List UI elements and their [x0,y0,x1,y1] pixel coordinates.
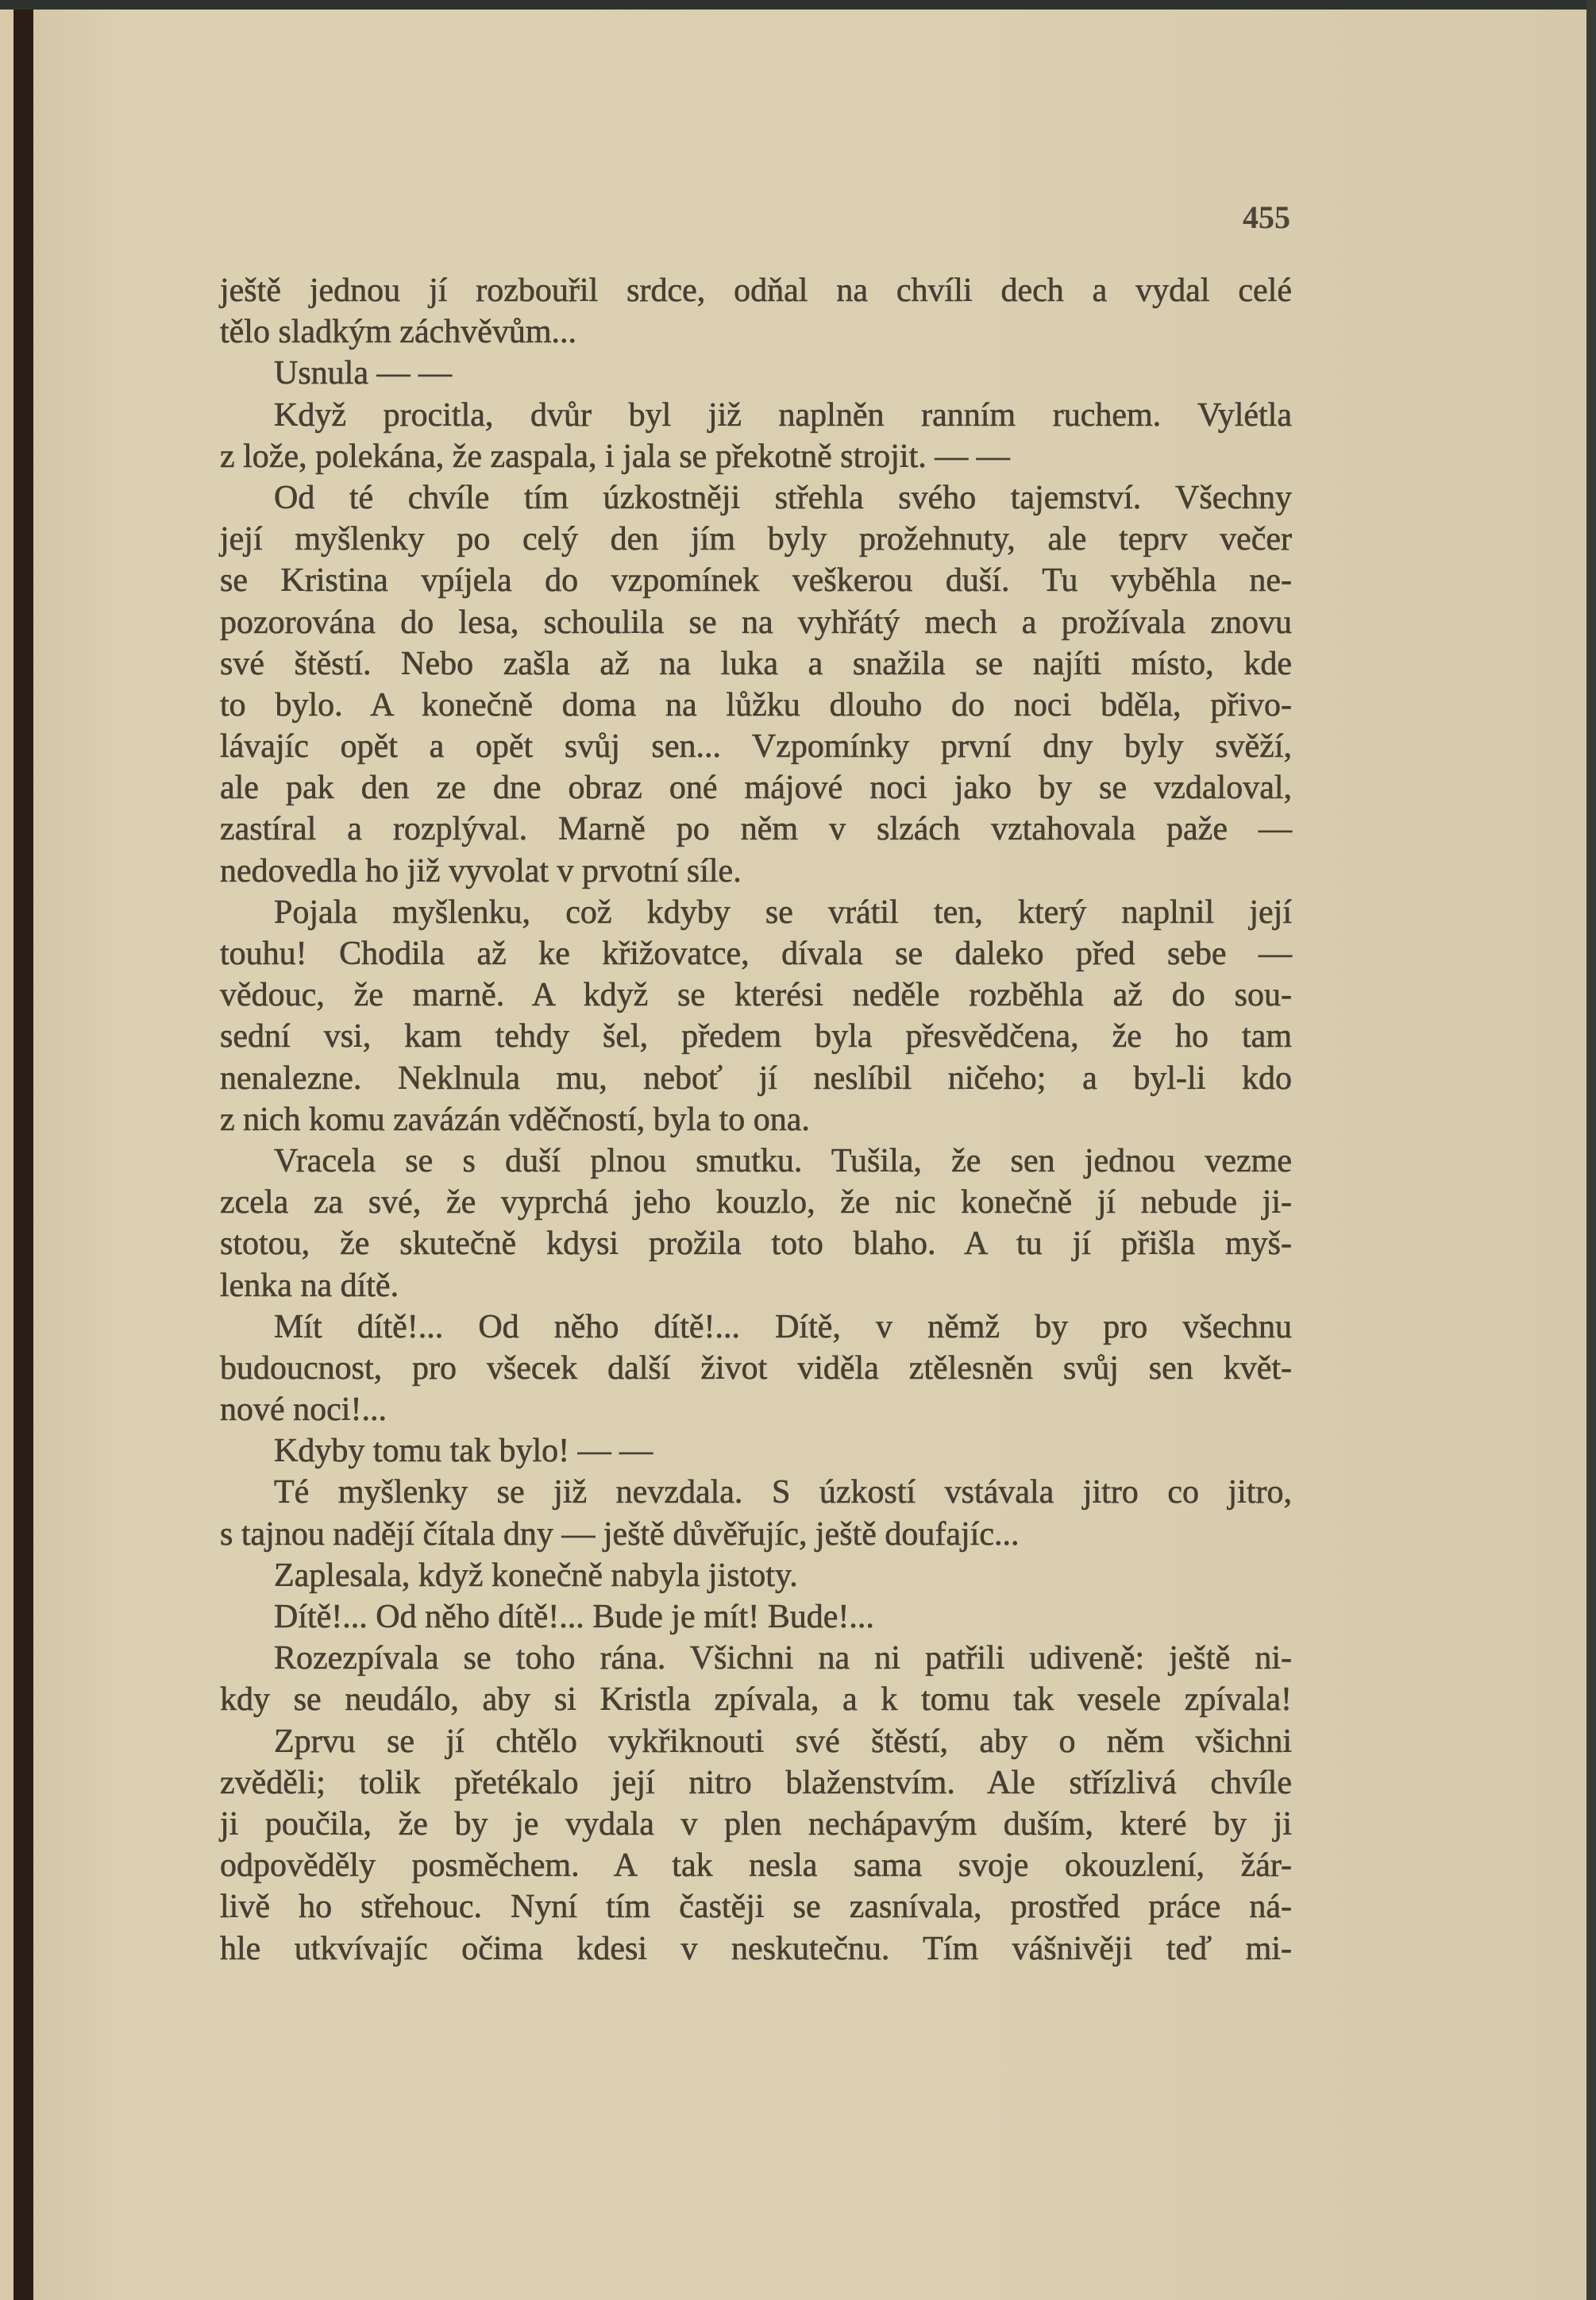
text-line: tělo sladkým záchvěvům... [220,314,577,351]
text-line: touhu! Chodila až ke křižovatce, dívala se daleko před sebe — [220,936,1292,972]
text-line: zcela za své, že vyprchá jeho kouzlo, že nic konečně jí nebude ji- [220,1184,1292,1221]
book-spine-edge [13,10,33,2300]
text-line: své štěstí. Nebo zašla až na luka a snažila se najíti místo, kde [220,645,1292,682]
text-line: ale pak den ze dne obraz oné májové noci jako by se vzdaloval, [220,770,1292,807]
scan-right-edge [1586,0,1596,2300]
text-line: odpověděly posměchem. A tak nesla sama svoje okouzlení, žár- [220,1847,1292,1885]
text-line: ji poučila, že by je vydala v plen nechápavým duším, které by ji [220,1805,1292,1843]
text-line: její myšlenky po celý den jím byly prožehnuty, ale teprv večer [220,521,1292,558]
text-line: z lože, polekána, že zaspala, i jala se překotně strojit. — — [220,438,1010,475]
text-line: vědouc, že marně. A když se kterési neděle rozběhla až do sou- [220,977,1292,1014]
text-line: Vracela se s duší plnou smutku. Tušila, že sen jednou vezme [274,1142,1292,1179]
text-line: nové noci!... [220,1391,387,1429]
text-line: nenalezne. Neklnula mu, neboť jí neslíbil ničeho; a byl-li kdo [220,1059,1292,1097]
text-line: Rozezpívala se toho rána. Všichni na ni patřili udiveně: ještě ni- [274,1640,1292,1677]
text-line: nedovedla ho již vyvolat v prvotní síle. [220,852,742,890]
text-line: z nich komu zavázán vděčností, byla to ona. [220,1101,810,1138]
text-line: sední vsi, kam tehdy šel, předem byla přesvědčena, že ho tam [220,1018,1292,1055]
text-line: Usnula — — [274,355,452,392]
text-line: to bylo. A konečně doma na lůžku dlouho do noci bděla, přivo- [220,686,1292,724]
text-line: Kdyby tomu tak bylo! — — [274,1433,653,1470]
text-line: Dítě!... Od něho dítě!... Bude je mít! Bude!... [274,1599,874,1635]
text-line: Té myšlenky se již nevzdala. S úzkostí vstávala jitro co jitro, [274,1474,1292,1511]
text-line: ještě jednou jí rozbouřil srdce, odňal na chvíli dech a vydal celé [220,272,1292,309]
text-line: Zaplesala, když konečně nabyla jistoty. [274,1557,798,1594]
scan-top-edge [0,0,1596,10]
body-text [220,270,1292,1970]
page-number: 455 [1243,199,1290,235]
text-line: se Kristina vpíjela do vzpomínek veškerou duší. Tu vyběhla ne- [220,562,1292,600]
text-line: s tajnou nadějí čítala dny — ještě důvěřujíc, ještě doufajíc... [220,1515,1020,1553]
scan-left-margin [0,10,13,2300]
text-line: zvěděli; tolik přetékalo její nitro blaženstvím. Ale střízlivá chvíle [220,1764,1292,1801]
text-line: hle utkvívajíc očima kdesi v neskutečnu. Tím vášnivěji teď mi- [220,1930,1292,1967]
text-line: Zprvu se jí chtělo vykřiknouti své štěstí, aby o něm všichni [274,1723,1292,1760]
text-line: Pojala myšlenku, což kdyby se vrátil ten, který naplnil její [274,893,1292,931]
text-line: Když procitla, dvůr byl již naplněn ranním ruchem. Vylétla [274,396,1292,434]
text-line: stotou, že skutečně kdysi prožila toto blaho. A tu jí přišla myš- [220,1225,1292,1263]
text-line: Od té chvíle tím úzkostněji střehla svého tajemství. Všechny [274,479,1292,516]
text-line: lávajíc opět a opět svůj sen... Vzpomínky první dny byly svěží, [220,728,1292,766]
text-line: livě ho střehouc. Nyní tím častěji se zasnívala, prostřed práce ná- [220,1889,1292,1926]
text-line: Mít dítě!... Od něho dítě!... Dítě, v němž by pro všechnu [274,1308,1292,1345]
text-line: pozorována do lesa, schoulila se na vyhřátý mech a prožívala znovu [220,604,1292,641]
text-line: lenka na dítě. [220,1267,399,1304]
text-line: zastíral a rozplýval. Marně po něm v slzách vztahovala paže — [220,811,1292,848]
text-line: budoucnost, pro všecek další život viděla ztělesněn svůj sen květ- [220,1349,1292,1387]
text-line: kdy se neudálo, aby si Kristla zpívala, a k tomu tak vesele zpívala! [220,1681,1292,1719]
